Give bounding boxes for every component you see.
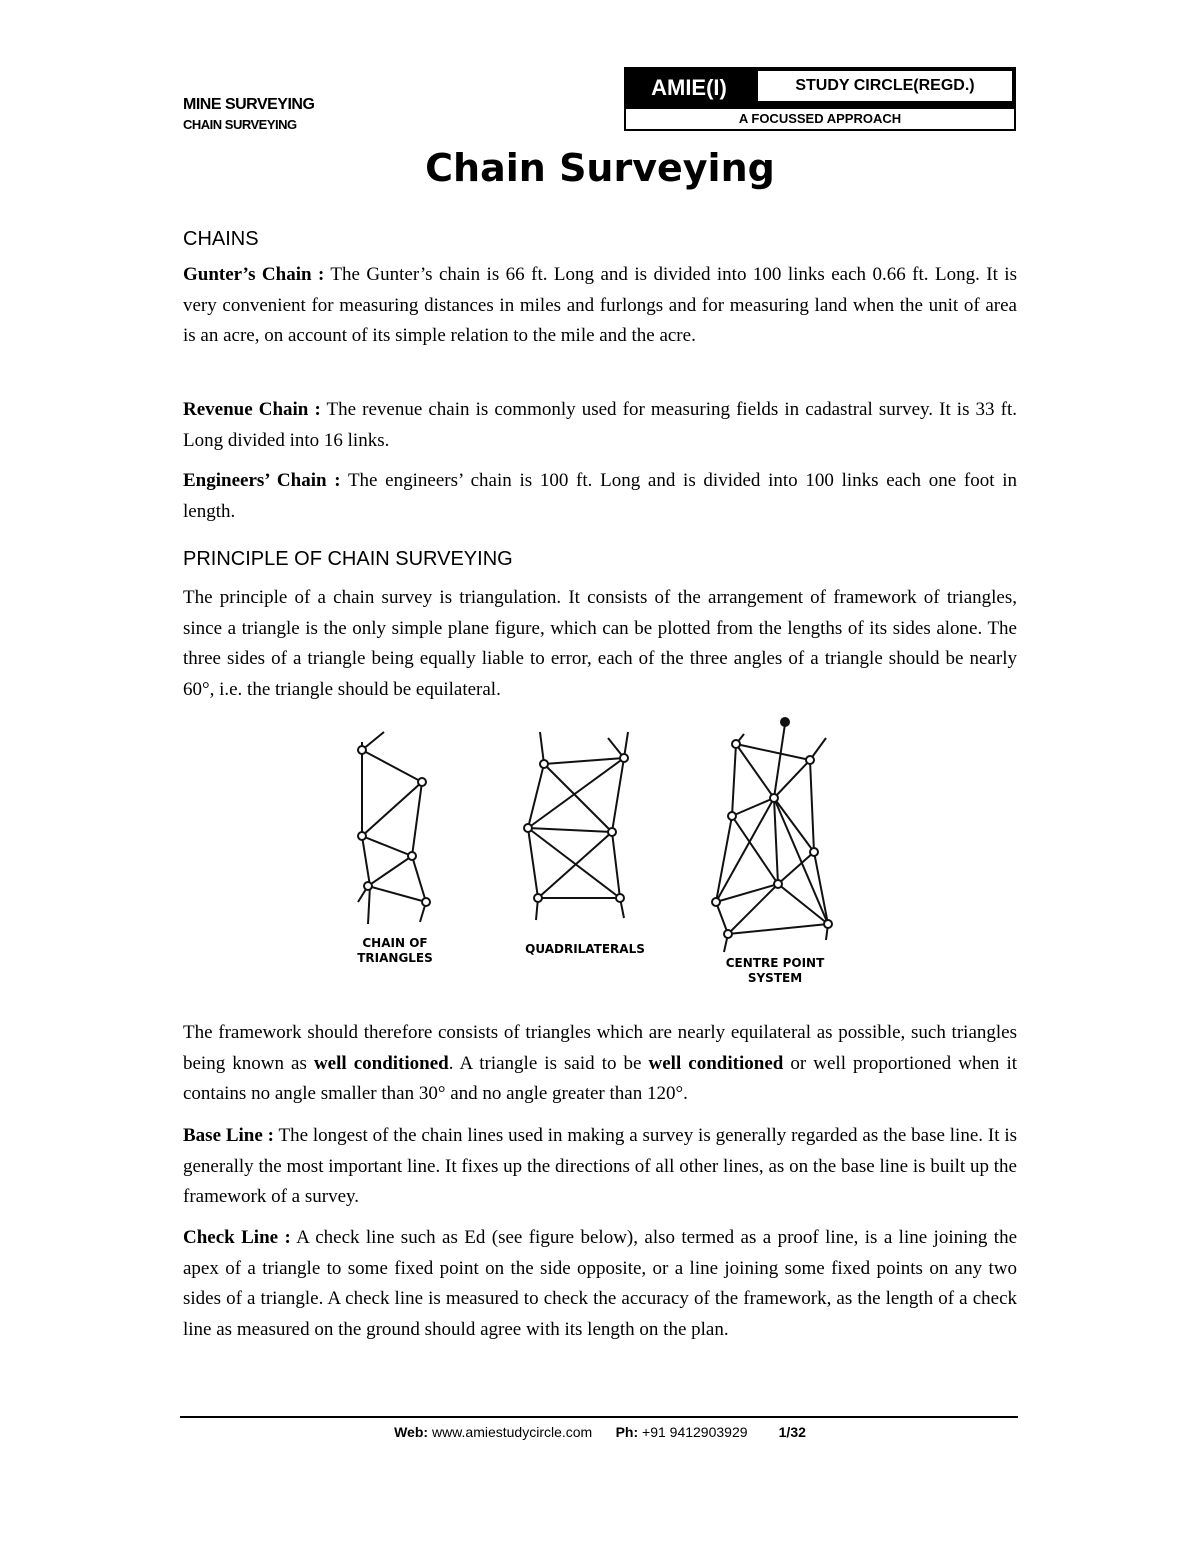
framework-text-a: The framework should therefore consists of triangles which are nearly equilateral as possible, such triangles being known as [183, 1022, 1017, 1074]
principle-section [183, 546, 1017, 572]
centre-point-caption [710, 956, 840, 986]
principle-heading: PRINCIPLE OF CHAIN SURVEYING [183, 548, 513, 570]
framework-text-c: or well proportioned when it contains no angle smaller than 30° and no angle greater than 120°. [183, 1052, 1018, 1104]
chains-section [183, 226, 1017, 252]
phone-label: Ph: [615, 1424, 639, 1440]
centre-point-diagram [712, 718, 832, 952]
framework-text-b: . A triangle is said to be [448, 1052, 649, 1074]
engineers-term: Engineers’ Chain : [183, 470, 341, 491]
engineers-text: The engineers’ chain is 100 ft. Long and is divided into 100 links each one foot in length. [183, 470, 1017, 522]
revenue-term: Revenue Chain : [183, 399, 321, 420]
revenue-paragraph [183, 395, 1017, 456]
study-circle-badge [624, 67, 1016, 133]
caption-line: CHAIN OF [362, 936, 428, 950]
engineers-paragraph [183, 466, 1017, 527]
base-line-paragraph [183, 1121, 1017, 1213]
gunter-paragraph [183, 260, 1017, 352]
check-line-text: A check line such as Ed (see figure below), also termed as a proof line, is a line joining the apex of a triangle to some fixed point on the side opposite, or a line joining some fixed points on any two sides of a triangle. A check line is measured to check the accuracy of the framework, as the length of a check line as measured on the ground should agree with its length on the plan. [183, 1227, 1018, 1340]
phone-number: +91 9412903929 [642, 1424, 748, 1440]
chain-of-triangles-diagram [358, 732, 430, 924]
survey-framework-figure [340, 712, 860, 1002]
chain-of-triangles-caption [340, 936, 450, 966]
badge-brand: AMIE(I) [651, 75, 727, 100]
caption-line: CENTRE POINT [725, 956, 825, 970]
badge-tagline: A FOCUSSED APPROACH [624, 109, 1016, 131]
gunter-text: The Gunter’s chain is 66 ft. Long and is divided into 100 links each 0.66 ft. Long. It is very convenient for measuring distances in miles and furlongs and for measuring land when the unit of area is an acre, on account of its simple relation to the mile and the acre. [183, 264, 1017, 346]
badge-name: STUDY CIRCLE(REGD.) [758, 71, 1012, 101]
page-number: 1/32 [778, 1424, 806, 1440]
website-link[interactable]: www.amiestudycircle.com [431, 1424, 593, 1440]
caption-line: TRIANGLES [357, 951, 433, 965]
web-label: Web: [394, 1424, 429, 1440]
page-footer [0, 1424, 1200, 1440]
caption-line: SYSTEM [747, 971, 803, 985]
revenue-text: The revenue chain is commonly used for measuring fields in cadastral survey. It is 33 ft. Long divided into 16 links. [183, 399, 1018, 451]
quadrilaterals-diagram [524, 732, 628, 920]
base-line-text: The longest of the chain lines used in making a survey is generally regarded as the base line. It is generally the most important line. It fixes up the directions of all other lines, as on the base line is built up the framework of a survey. [183, 1125, 1017, 1207]
base-line-term: Base Line : [183, 1125, 274, 1146]
check-line-term: Check Line : [183, 1227, 291, 1248]
chains-heading: CHAINS [183, 228, 259, 250]
principle-paragraph [183, 583, 1017, 705]
principle-text: The principle of a chain survey is triangulation. It consists of the arrangement of framework of triangles, since a triangle is the only simple plane figure, which can be plotted from the lengths of its sides alone. The three sides of a triangle being equally liable to error, each of the three angles of a triangle should be nearly 60°, i.e. the triangle should be equilateral. [183, 587, 1017, 700]
well-conditioned-term: well conditioned [648, 1052, 784, 1074]
framework-paragraph [183, 1018, 1017, 1110]
subject-label: MINE SURVEYING [183, 96, 315, 113]
topic-label: CHAIN SURVEYING [183, 117, 297, 132]
page-title: Chain Surveying [425, 146, 775, 190]
running-header [183, 94, 314, 134]
footer-divider [180, 1416, 1018, 1418]
check-line-paragraph [183, 1223, 1017, 1345]
gunter-term: Gunter’s Chain : [183, 264, 325, 285]
well-conditioned-term: well conditioned [313, 1052, 449, 1074]
quadrilaterals-caption: QUADRILATERALS [525, 942, 645, 956]
